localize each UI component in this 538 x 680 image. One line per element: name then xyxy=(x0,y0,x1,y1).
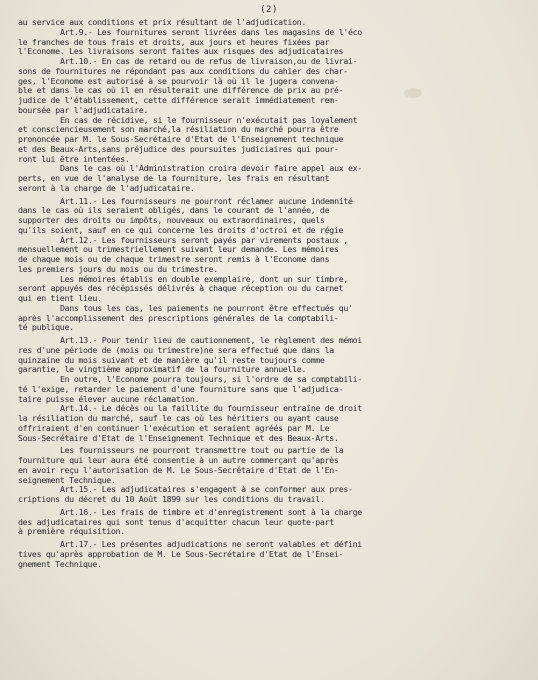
text-line: perts, en vue de l'analyse de la fourniture, les frais en résultant xyxy=(18,174,330,183)
text-line: tives qu'après approbation de M. Le Sous-Secrétaire d'Etat de l'Ensei- xyxy=(18,549,344,559)
text-line: et consciencieusement son marché,la résiliation du marché pourra être xyxy=(18,125,339,135)
paragraph xyxy=(18,375,528,404)
text-line: de chaque mois ou de chaque trimestre seront remis à l'Econome dans xyxy=(18,255,330,264)
text-line: mensuellement ou trimestriellement suivant leur demande. Les mémoires xyxy=(18,245,339,255)
body-text xyxy=(18,18,528,569)
text-line: quinzaine du mois suivant et de manière qu'il reste toujours comme xyxy=(18,355,325,365)
text-line: supporter des droits ou impôts, nouveaux ou extraordinaires, quels xyxy=(18,216,325,225)
text-line: et des Beaux-Arts,sans préjudice des poursuites judiciaires qui pour- xyxy=(18,144,339,154)
text-line: qui en tient lieu. xyxy=(18,294,102,303)
text-line: té l'exige, retarder le paiement d'une fourniture sans que l'adjudica- xyxy=(18,384,344,394)
paragraph xyxy=(18,446,528,485)
text-line: ront lui être intentées. xyxy=(18,154,130,164)
text-line: En outre, l'Econome pourra toujours, si l'ordre de sa comptabili- xyxy=(60,375,362,384)
paragraph xyxy=(18,336,528,375)
paragraph xyxy=(18,404,528,443)
text-line: Art.13.- Pour tenir lieu de cautionnement, le règlement des mémoi xyxy=(60,336,362,345)
text-line: offriraient d'en continuer l'exécution et seraient agréés par M. Le xyxy=(18,423,330,433)
text-line: Dans le cas où l'Administration croira devoir faire appel aux ex- xyxy=(60,164,362,174)
paragraph xyxy=(18,236,528,275)
text-line: à première réquisition. xyxy=(18,527,125,537)
text-line: en avoir reçu l'autorisation de M. Le Sous-Secrétaire d'Etat de l'En- xyxy=(18,465,339,475)
paragraph xyxy=(18,28,528,57)
text-line: des adjudicataires qui sont tenus d'acquitter chacun leur quote-part xyxy=(18,517,334,527)
paragraph xyxy=(18,485,528,505)
paragraph xyxy=(18,540,528,569)
text-line: seront appuyés des récépissés délivrés à chaque réception ou du carnet xyxy=(18,284,344,294)
text-line: Art.17.- Les présentes adjudications ne seront valables et défini xyxy=(60,540,362,549)
text-line: ges, l'Econome est autorisé à se pourvoir là où il le jugera convena- xyxy=(18,76,339,86)
paragraph xyxy=(18,57,528,116)
text-line: dans le cas où ils seraient obligés, dans le courant de l'année, de xyxy=(18,206,330,216)
text-line: le franches de tous frais et droits, aux jours et heures fixées par xyxy=(18,37,330,47)
text-line: prononcée par M. le Sous-Secrétaire d'Etat de l'Enseignement technique xyxy=(18,135,344,144)
paragraph xyxy=(18,116,528,165)
text-line: Les mémoires établis en double exemplaire, dont un sur timbre, xyxy=(60,274,348,284)
text-line: garantie, le vingtième approximatif de la fourniture annuelle. xyxy=(18,365,306,375)
text-line: gnement Technique. xyxy=(18,559,102,569)
paragraph xyxy=(18,18,528,28)
paragraph xyxy=(18,304,528,333)
text-line: les premiers jours du mois ou du trimestre. xyxy=(18,264,218,274)
text-line: seront à la charge de l'adjudicataire. xyxy=(18,183,195,193)
paragraph xyxy=(18,164,528,193)
text-line: ble et dans le cas où il en résulterait une différence de prix au pré- xyxy=(18,86,344,96)
text-line: après l'accomplissement des prescriptions générales de la comptabili- xyxy=(18,313,339,323)
text-line: Dans tous les cas, les paiements ne pourront être effectués qu' xyxy=(60,303,353,313)
text-line: Les fournisseurs ne pourront transmettre tout ou partie de la xyxy=(60,446,344,456)
text-line: fourniture qui leur aura été consentie à un autre commerçant qu'après xyxy=(18,456,339,465)
text-line: au service aux conditions et prix résultant de l'adjudication. xyxy=(18,18,306,27)
paragraph xyxy=(18,275,528,304)
text-line: Art.10.- En cas de retard ou de refus de livraison,ou de livrai- xyxy=(60,57,358,66)
text-line: Art.9.- Les fournitures seront livrées dans les magasins de l'éco xyxy=(60,27,362,37)
text-line: té publique. xyxy=(18,323,74,333)
text-line: Art.11.- Les fournisseurs ne pourront réclamer aucune indemnité xyxy=(60,196,353,206)
text-line: criptions du décret du 10 Août 1899 sur les conditions du travail. xyxy=(18,495,325,504)
text-line: l'Econome. Les livraisons seront faites aux risques des adjudicataires xyxy=(18,47,344,57)
text-line: Art.15.- Les adjudicataires s'engagent à se conformer aux pres- xyxy=(60,485,353,495)
text-line: sons de fournitures ne répondant pas aux conditions du cahier des char- xyxy=(18,66,348,76)
text-line: la résiliation du marché, sauf le cas où les héritiers ou ayant cause xyxy=(18,414,339,423)
text-line: Art.14.- Le décès ou la faillite du fournisseur entraîne de droit xyxy=(60,404,362,414)
text-line: seignement Technique. xyxy=(18,475,116,485)
text-line: En cas de récidive, si le fournisseur n'exécutait pas loyalement xyxy=(60,115,358,125)
text-line: boursée par l'adjudicataire. xyxy=(18,105,149,115)
text-line: Sous-Secrétaire d'Etat de l'Enseignement Technique et des Beaux-Arts. xyxy=(18,433,339,443)
page-number: (2) xyxy=(260,5,278,15)
text-line: judice de l'établissement, cette différence serait immédiatement rem- xyxy=(18,96,339,105)
text-line: res d'une période de (mois ou trimestre)ne sera effectué que dans la xyxy=(18,345,334,355)
text-line: Art.16.- Les frais de timbre et d'enregistrement sont à la charge xyxy=(60,507,362,517)
paragraph xyxy=(18,508,528,537)
paragraph xyxy=(18,197,528,236)
text-line: qu'ils soient, sauf en ce qui concerne les droits d'octroi et de régie xyxy=(18,225,344,235)
text-line: taire puisse élever aucune réclamation. xyxy=(18,394,200,404)
text-line: Art.12.- Les fournisseurs seront payés par virements postaux , xyxy=(60,235,348,245)
